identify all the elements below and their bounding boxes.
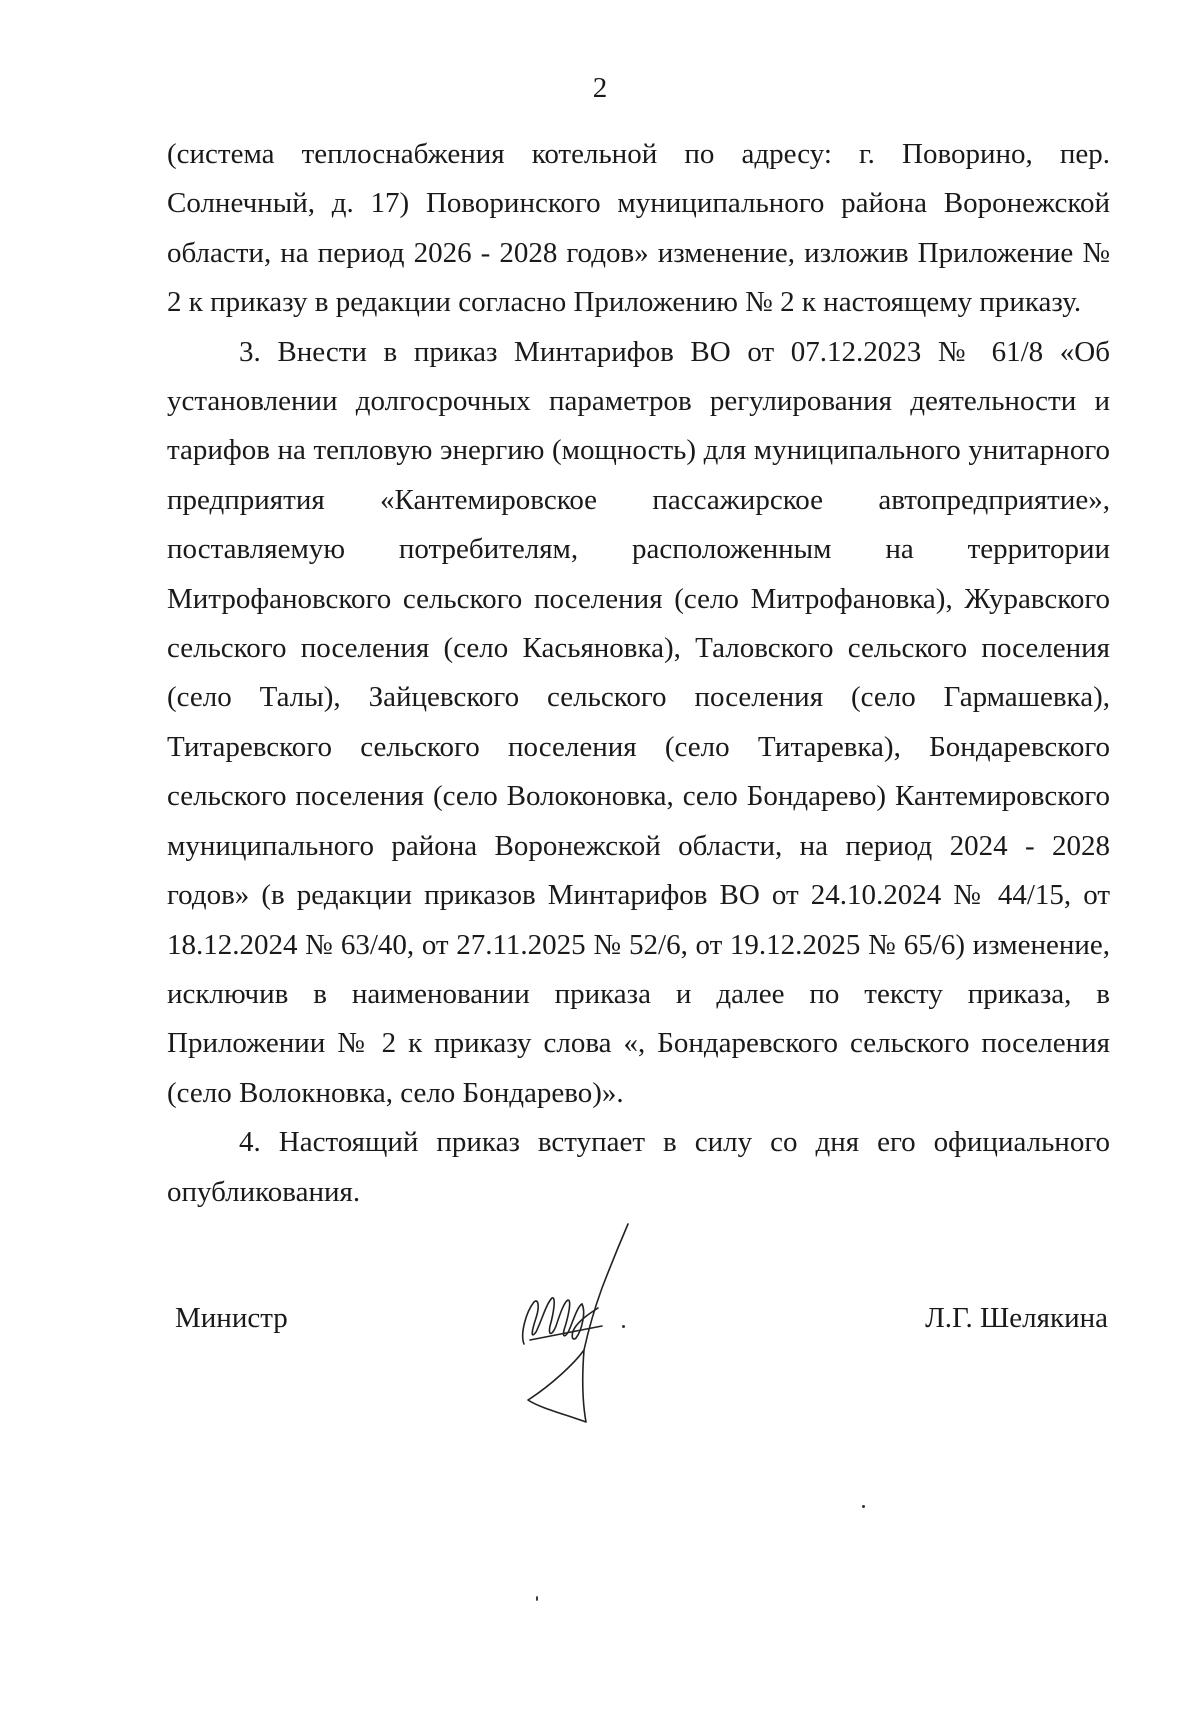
paragraph-item-4: 4. Настоящий приказ вступает в силу со дня его официального опубликования. <box>167 1126 1110 1208</box>
scan-speck <box>862 1505 865 1508</box>
scan-speck <box>536 1596 538 1601</box>
page-number: 2 <box>592 72 608 104</box>
signatory-title: Министр <box>175 1302 288 1334</box>
paragraph-item-3: 3. Внести в приказ Минтарифов ВО от 07.12.2023 № 61/8 «Об установлении долгосрочных параметров регулирования деятельности и тарифов на тепловую энергию (мощность) для муниципального унитарного предприятия «Кантемировское пассажирское автопредприятие», поставляемую потребителям, расположенным на территории Митрофановского сельского поселения (село Митрофановка), Журавского сельского поселения (село Касьяновка), Таловского сельского поселения (село Талы), Зайцевского сельского поселения (село Гармашевка), Титаревского сельского поселения (село Титаревка), Бондаревского сельского поселения (село Волоконовка, село Бондарево) Кантемировского муниципального района Воронежской области, на период 2024 - 2028 годов» (в редакции приказов Минтарифов ВО от 24.10.2024 № 44/15, от 18.12.2024 № 63/40, от 27.11.2025 № 52/6, от 19.12.2025 № 65/6) изменение, исключив в наименовании приказа и далее по тексту приказа, в Приложении № 2 к приказу слова «, Бондаревского сельского поселения (село Волокновка, село Бондарево)». <box>167 335 1110 1109</box>
scan-speck <box>622 1325 625 1328</box>
document-body <box>167 130 1110 1217</box>
handwritten-signature <box>510 1222 660 1432</box>
paragraph-continuation: (система теплоснабжения котельной по адресу: г. Поворино, пер. Солнечный, д. 17) Поворинского муниципального района Воронежской области, на период 2026 - 2028 годов» изменение, изложив Приложение № 2 к приказу в редакции согласно Приложению № 2 к настоящему приказу. <box>167 138 1110 319</box>
signatory-name: Л.Г. Шелякина <box>925 1302 1108 1334</box>
